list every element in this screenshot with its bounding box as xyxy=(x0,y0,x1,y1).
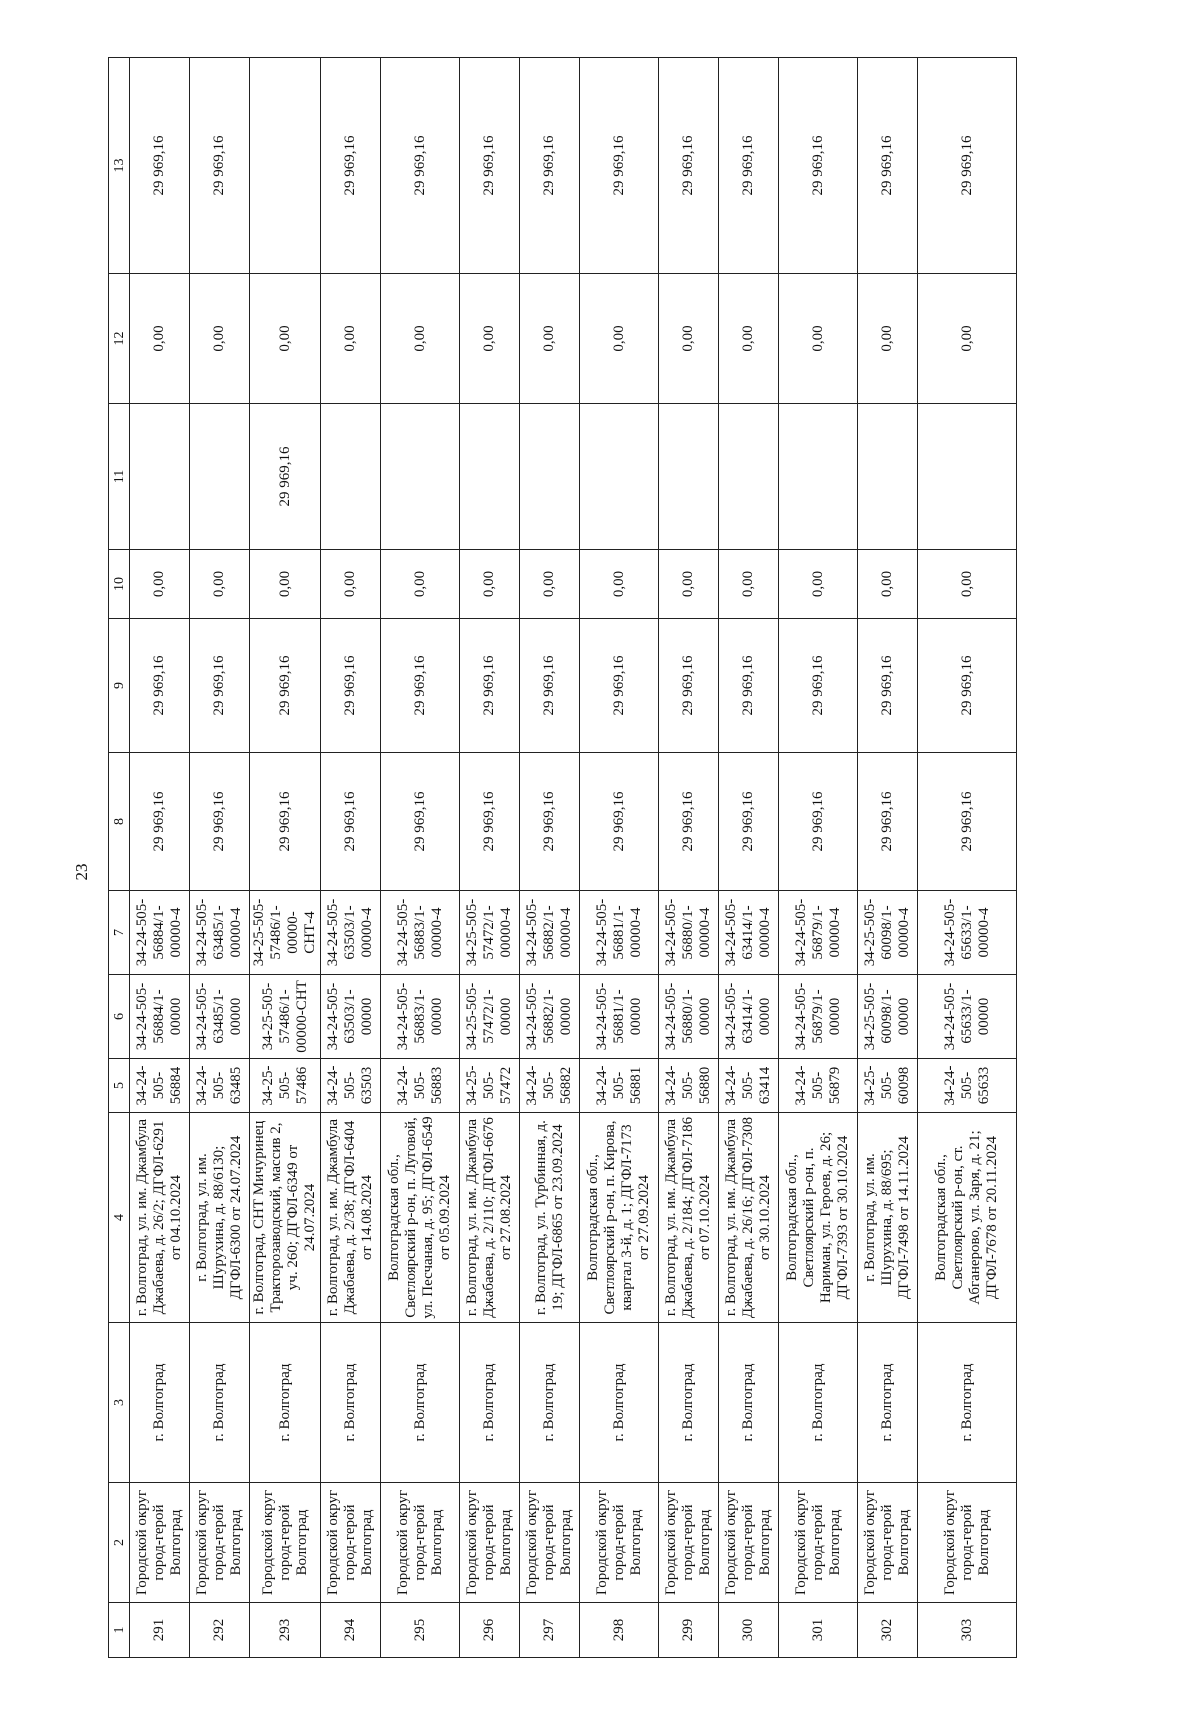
amount-col10-cell: 0,00 xyxy=(659,550,719,619)
cadastre-code-cell: 34-24-505-56881 xyxy=(580,1059,659,1113)
amount-col10-cell: 0,00 xyxy=(460,550,520,619)
page-number: 23 xyxy=(72,863,91,881)
address-contract-cell: г. Волгоград, ул. им. Джамбула Джабаева, д. 2/110; ДГФЛ-6676 от 27.08.2024 xyxy=(460,1113,520,1323)
amount-col11-cell xyxy=(659,404,719,550)
address-contract-cell: г. Волгоград, ул. им. Шурухина, д. 88/695; ДГФЛ-7498 от 14.11.2024 xyxy=(858,1113,918,1323)
amount-col9-cell: 29 969,16 xyxy=(779,619,858,753)
account-code-cell: 34-25-505-57486/1-00000-СНТ-4 xyxy=(250,891,321,975)
address-contract-cell: Волгоградская обл., Светлоярский р-он, ст. Абганерово, ул. Заря, д. 21; ДГФЛ-7678 от 20.11.2024 xyxy=(918,1113,1017,1323)
table-row xyxy=(918,58,1017,1658)
cadastre-code-cell: 34-24-505-56882 xyxy=(520,1059,580,1113)
amount-col11-cell xyxy=(130,404,190,550)
amount-col11-cell xyxy=(381,404,460,550)
settlement-cell: г. Волгоград xyxy=(130,1323,190,1483)
cadastre-code-cell: 34-24-505-63414 xyxy=(719,1059,779,1113)
cadastre-code-cell: 34-25-505-60098 xyxy=(858,1059,918,1113)
amount-col8-cell: 29 969,16 xyxy=(659,753,719,891)
object-code-cell: 34-25-505-57486/1-00000-СНТ xyxy=(250,975,321,1059)
column-header: 3 xyxy=(109,1323,130,1483)
municipality-cell: Городской округ город-герой Волгоград xyxy=(719,1483,779,1603)
object-code-cell: 34-24-505-63414/1-00000 xyxy=(719,975,779,1059)
table-row xyxy=(779,58,858,1658)
object-code-cell: 34-24-505-56880/1-00000 xyxy=(659,975,719,1059)
row-number-cell: 302 xyxy=(858,1603,918,1658)
amount-col10-cell: 0,00 xyxy=(918,550,1017,619)
column-header: 10 xyxy=(109,550,130,619)
address-contract-cell: г. Волгоград, ул. им. Шурухина, д. 88/6130; ДГФЛ-6300 от 24.07.2024 xyxy=(190,1113,250,1323)
amount-col8-cell: 29 969,16 xyxy=(381,753,460,891)
account-code-cell: 34-24-505-63414/1-00000-4 xyxy=(719,891,779,975)
column-header: 6 xyxy=(109,975,130,1059)
object-code-cell: 34-24-505-56883/1-00000 xyxy=(381,975,460,1059)
amount-col11-cell xyxy=(918,404,1017,550)
account-code-cell: 34-24-505-56881/1-00000-4 xyxy=(580,891,659,975)
settlement-cell: г. Волгоград xyxy=(858,1323,918,1483)
account-code-cell: 34-24-505-63485/1-00000-4 xyxy=(190,891,250,975)
amount-col8-cell: 29 969,16 xyxy=(321,753,381,891)
table-header-row xyxy=(109,58,130,1658)
object-code-cell: 34-25-505-57472/1-00000 xyxy=(460,975,520,1059)
amount-col10-cell: 0,00 xyxy=(321,550,381,619)
account-code-cell: 34-24-505-63503/1-00000-4 xyxy=(321,891,381,975)
amount-col10-cell: 0,00 xyxy=(190,550,250,619)
column-header: 13 xyxy=(109,58,130,274)
amount-col11-cell xyxy=(580,404,659,550)
object-code-cell: 34-24-505-63485/1-00000 xyxy=(190,975,250,1059)
account-code-cell: 34-24-505-65633/1-00000-4 xyxy=(918,891,1017,975)
row-number-cell: 292 xyxy=(190,1603,250,1658)
cadastre-code-cell: 34-24-505-56883 xyxy=(381,1059,460,1113)
table-row xyxy=(381,58,460,1658)
column-header: 5 xyxy=(109,1059,130,1113)
amount-col11-cell xyxy=(858,404,918,550)
amount-col11-cell xyxy=(321,404,381,550)
cadastre-code-cell: 34-24-505-63503 xyxy=(321,1059,381,1113)
municipality-cell: Городской округ город-герой Волгоград xyxy=(460,1483,520,1603)
row-number-cell: 296 xyxy=(460,1603,520,1658)
amount-col12-cell: 0,00 xyxy=(918,274,1017,404)
amount-col9-cell: 29 969,16 xyxy=(918,619,1017,753)
municipality-cell: Городской округ город-герой Волгоград xyxy=(580,1483,659,1603)
address-contract-cell: Волгоградская обл., Светлоярский р-он, п. Кирова, квартал 3-й, д. 1; ДГФЛ-7173 от 27.09.2024 xyxy=(580,1113,659,1323)
amount-col12-cell: 0,00 xyxy=(659,274,719,404)
amount-col10-cell: 0,00 xyxy=(381,550,460,619)
account-code-cell: 34-24-505-56880/1-00000-4 xyxy=(659,891,719,975)
amount-col9-cell: 29 969,16 xyxy=(460,619,520,753)
table-row xyxy=(190,58,250,1658)
amount-col12-cell: 0,00 xyxy=(779,274,858,404)
amount-col11-cell xyxy=(520,404,580,550)
amount-col8-cell: 29 969,16 xyxy=(719,753,779,891)
municipality-cell: Городской округ город-герой Волгоград xyxy=(381,1483,460,1603)
amount-col13-cell: 29 969,16 xyxy=(381,58,460,274)
amount-col12-cell: 0,00 xyxy=(580,274,659,404)
table-row xyxy=(580,58,659,1658)
amount-col12-cell: 0,00 xyxy=(250,274,321,404)
amount-col10-cell: 0,00 xyxy=(858,550,918,619)
amount-col12-cell: 0,00 xyxy=(381,274,460,404)
amount-col9-cell: 29 969,16 xyxy=(190,619,250,753)
table-row xyxy=(250,58,321,1658)
amount-col8-cell: 29 969,16 xyxy=(190,753,250,891)
address-contract-cell: г. Волгоград, ул. им. Джамбула Джабаева, д. 26/16; ДГФЛ-7308 от 30.10.2024 xyxy=(719,1113,779,1323)
rotated-table-container xyxy=(108,58,1098,1658)
amount-col8-cell: 29 969,16 xyxy=(779,753,858,891)
row-number-cell: 301 xyxy=(779,1603,858,1658)
amount-col9-cell: 29 969,16 xyxy=(520,619,580,753)
amount-col9-cell: 29 969,16 xyxy=(250,619,321,753)
column-header: 9 xyxy=(109,619,130,753)
settlement-cell: г. Волгоград xyxy=(381,1323,460,1483)
data-table xyxy=(108,57,1017,1658)
cadastre-code-cell: 34-24-505-56884 xyxy=(130,1059,190,1113)
amount-col10-cell: 0,00 xyxy=(130,550,190,619)
address-contract-cell: г. Волгоград, ул. им. Джамбула Джабаева, д. 2/38; ДГФЛ-6404 от 14.08.2024 xyxy=(321,1113,381,1323)
amount-col11-cell xyxy=(779,404,858,550)
cadastre-code-cell: 34-25-505-57472 xyxy=(460,1059,520,1113)
table-row xyxy=(858,58,918,1658)
settlement-cell: г. Волгоград xyxy=(719,1323,779,1483)
amount-col9-cell: 29 969,16 xyxy=(381,619,460,753)
amount-col13-cell: 29 969,16 xyxy=(460,58,520,274)
address-contract-cell: Волгоградская обл., Светлоярский р-он, п. Нариман, ул. Героев, д. 26; ДГФЛ-7393 от 30.10.2024 xyxy=(779,1113,858,1323)
amount-col11-cell xyxy=(719,404,779,550)
object-code-cell: 34-25-505-60098/1-00000 xyxy=(858,975,918,1059)
row-number-cell: 293 xyxy=(250,1603,321,1658)
object-code-cell: 34-24-505-56879/1-00000 xyxy=(779,975,858,1059)
row-number-cell: 299 xyxy=(659,1603,719,1658)
object-code-cell: 34-24-505-56881/1-00000 xyxy=(580,975,659,1059)
amount-col9-cell: 29 969,16 xyxy=(659,619,719,753)
object-code-cell: 34-24-505-63503/1-00000 xyxy=(321,975,381,1059)
cadastre-code-cell: 34-24-505-56880 xyxy=(659,1059,719,1113)
cadastre-code-cell: 34-24-505-63485 xyxy=(190,1059,250,1113)
table-row xyxy=(460,58,520,1658)
settlement-cell: г. Волгоград xyxy=(520,1323,580,1483)
amount-col9-cell: 29 969,16 xyxy=(321,619,381,753)
municipality-cell: Городской округ город-герой Волгоград xyxy=(520,1483,580,1603)
amount-col12-cell: 0,00 xyxy=(520,274,580,404)
row-number-cell: 300 xyxy=(719,1603,779,1658)
column-header: 2 xyxy=(109,1483,130,1603)
column-header: 4 xyxy=(109,1113,130,1323)
object-code-cell: 34-24-505-56882/1-00000 xyxy=(520,975,580,1059)
amount-col11-cell xyxy=(190,404,250,550)
object-code-cell: 34-24-505-56884/1-00000 xyxy=(130,975,190,1059)
row-number-cell: 303 xyxy=(918,1603,1017,1658)
row-number-cell: 291 xyxy=(130,1603,190,1658)
amount-col10-cell: 0,00 xyxy=(779,550,858,619)
amount-col13-cell: 29 969,16 xyxy=(918,58,1017,274)
amount-col13-cell: 29 969,16 xyxy=(321,58,381,274)
municipality-cell: Городской округ город-герой Волгоград xyxy=(659,1483,719,1603)
amount-col13-cell: 29 969,16 xyxy=(580,58,659,274)
amount-col8-cell: 29 969,16 xyxy=(250,753,321,891)
row-number-cell: 294 xyxy=(321,1603,381,1658)
amount-col11-cell: 29 969,16 xyxy=(250,404,321,550)
amount-col8-cell: 29 969,16 xyxy=(460,753,520,891)
table-row xyxy=(321,58,381,1658)
amount-col12-cell: 0,00 xyxy=(460,274,520,404)
amount-col8-cell: 29 969,16 xyxy=(858,753,918,891)
settlement-cell: г. Волгоград xyxy=(580,1323,659,1483)
cadastre-code-cell: 34-25-505-57486 xyxy=(250,1059,321,1113)
amount-col12-cell: 0,00 xyxy=(321,274,381,404)
settlement-cell: г. Волгоград xyxy=(460,1323,520,1483)
column-header: 12 xyxy=(109,274,130,404)
municipality-cell: Городской округ город-герой Волгоград xyxy=(130,1483,190,1603)
account-code-cell: 34-24-505-56879/1-00000-4 xyxy=(779,891,858,975)
object-code-cell: 34-24-505-65633/1-00000 xyxy=(918,975,1017,1059)
address-contract-cell: г. Волгоград, СНТ Мичуринец Тракторозаводский, массив 2, уч. 260; ДГФЛ-6349 от 24.07.2024 xyxy=(250,1113,321,1323)
cadastre-code-cell: 34-24-505-65633 xyxy=(918,1059,1017,1113)
row-number-cell: 297 xyxy=(520,1603,580,1658)
amount-col9-cell: 29 969,16 xyxy=(719,619,779,753)
amount-col9-cell: 29 969,16 xyxy=(858,619,918,753)
amount-col9-cell: 29 969,16 xyxy=(130,619,190,753)
municipality-cell: Городской округ город-герой Волгоград xyxy=(321,1483,381,1603)
settlement-cell: г. Волгоград xyxy=(250,1323,321,1483)
amount-col9-cell: 29 969,16 xyxy=(580,619,659,753)
amount-col12-cell: 0,00 xyxy=(719,274,779,404)
column-header: 7 xyxy=(109,891,130,975)
account-code-cell: 34-24-505-56884/1-00000-4 xyxy=(130,891,190,975)
row-number-cell: 298 xyxy=(580,1603,659,1658)
amount-col10-cell: 0,00 xyxy=(580,550,659,619)
amount-col8-cell: 29 969,16 xyxy=(580,753,659,891)
account-code-cell: 34-24-505-56882/1-00000-4 xyxy=(520,891,580,975)
account-code-cell: 34-25-505-60098/1-00000-4 xyxy=(858,891,918,975)
settlement-cell: г. Волгоград xyxy=(918,1323,1017,1483)
amount-col13-cell: 29 969,16 xyxy=(520,58,580,274)
municipality-cell: Городской округ город-герой Волгоград xyxy=(858,1483,918,1603)
column-header: 8 xyxy=(109,753,130,891)
amount-col13-cell: 29 969,16 xyxy=(190,58,250,274)
amount-col13-cell: 29 969,16 xyxy=(858,58,918,274)
table-row xyxy=(659,58,719,1658)
address-contract-cell: Волгоградская обл., Светлоярский р-он, п. Луговой, ул. Песчаная, д. 95; ДГФЛ-6549 от 05.09.2024 xyxy=(381,1113,460,1323)
amount-col8-cell: 29 969,16 xyxy=(130,753,190,891)
settlement-cell: г. Волгоград xyxy=(779,1323,858,1483)
address-contract-cell: г. Волгоград, ул. им. Джамбула Джабаева, д. 2/184; ДГФЛ-7186 от 07.10.2024 xyxy=(659,1113,719,1323)
amount-col10-cell: 0,00 xyxy=(520,550,580,619)
amount-col13-cell: 29 969,16 xyxy=(659,58,719,274)
account-code-cell: 34-25-505-57472/1-00000-4 xyxy=(460,891,520,975)
amount-col13-cell: 29 969,16 xyxy=(779,58,858,274)
table-row xyxy=(130,58,190,1658)
column-header: 1 xyxy=(109,1603,130,1658)
amount-col10-cell: 0,00 xyxy=(250,550,321,619)
amount-col13-cell xyxy=(250,58,321,274)
amount-col13-cell: 29 969,16 xyxy=(130,58,190,274)
amount-col12-cell: 0,00 xyxy=(858,274,918,404)
account-code-cell: 34-24-505-56883/1-00000-4 xyxy=(381,891,460,975)
settlement-cell: г. Волгоград xyxy=(659,1323,719,1483)
table-row xyxy=(520,58,580,1658)
address-contract-cell: г. Волгоград, ул. им. Джамбула Джабаева, д. 26/2; ДГФЛ-6291 от 04.10.2024 xyxy=(130,1113,190,1323)
amount-col8-cell: 29 969,16 xyxy=(520,753,580,891)
column-header: 11 xyxy=(109,404,130,550)
municipality-cell: Городской округ город-герой Волгоград xyxy=(190,1483,250,1603)
amount-col12-cell: 0,00 xyxy=(190,274,250,404)
cadastre-code-cell: 34-24-505-56879 xyxy=(779,1059,858,1113)
settlement-cell: г. Волгоград xyxy=(190,1323,250,1483)
municipality-cell: Городской округ город-герой Волгоград xyxy=(779,1483,858,1603)
amount-col10-cell: 0,00 xyxy=(719,550,779,619)
amount-col12-cell: 0,00 xyxy=(130,274,190,404)
table-row xyxy=(719,58,779,1658)
row-number-cell: 295 xyxy=(381,1603,460,1658)
amount-col11-cell xyxy=(460,404,520,550)
municipality-cell: Городской округ город-герой Волгоград xyxy=(918,1483,1017,1603)
settlement-cell: г. Волгоград xyxy=(321,1323,381,1483)
amount-col13-cell: 29 969,16 xyxy=(719,58,779,274)
address-contract-cell: г. Волгоград, ул. Турбинная, д. 19; ДГФЛ-6865 от 23.09.2024 xyxy=(520,1113,580,1323)
municipality-cell: Городской округ город-герой Волгоград xyxy=(250,1483,321,1603)
amount-col8-cell: 29 969,16 xyxy=(918,753,1017,891)
